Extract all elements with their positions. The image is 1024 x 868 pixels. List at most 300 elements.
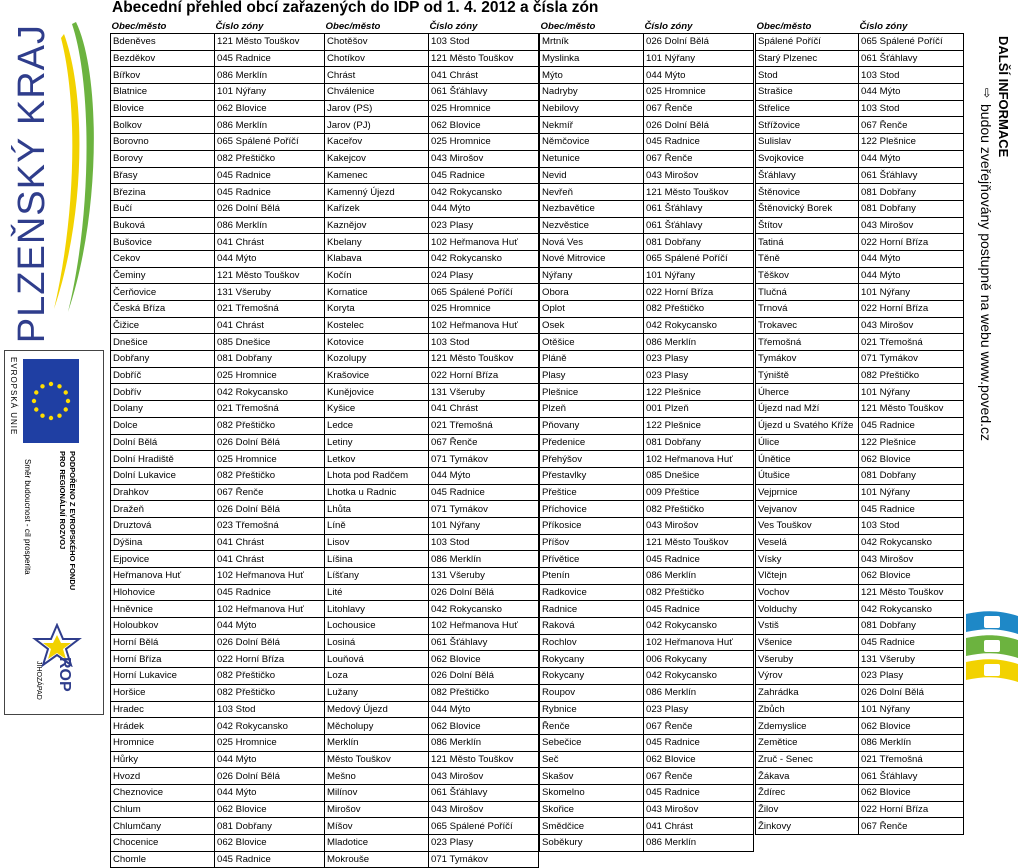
municipality-cell: Mirošov: [325, 801, 429, 818]
zone-cell: 071 Tymákov: [429, 851, 539, 868]
table-row: [540, 484, 754, 501]
eu-star-icon: [64, 390, 68, 394]
zone-cell: 041 Chrást: [429, 67, 539, 84]
table-row: [756, 501, 964, 518]
table-row: [111, 568, 325, 585]
table-row: [540, 651, 754, 668]
zone-cell: 071 Tymákov: [429, 501, 539, 518]
table-row: [111, 584, 325, 601]
zone-cell: 081 Dobřany: [859, 184, 964, 201]
table-row: [325, 484, 539, 501]
zone-cell: 026 Dolní Bělá: [215, 200, 325, 217]
table-row: [325, 701, 539, 718]
municipality-cell: Zruč - Senec: [756, 751, 859, 768]
municipality-cell: Čeminy: [111, 267, 215, 284]
table-row: [756, 818, 964, 835]
table-row: [540, 284, 754, 301]
municipality-cell: Všenice: [756, 634, 859, 651]
table-row: [325, 84, 539, 101]
table-row: [540, 467, 754, 484]
zone-cell: 086 Merklín: [859, 734, 964, 751]
table-row: [756, 401, 964, 418]
zone-cell: 044 Mýto: [429, 200, 539, 217]
zone-cell: 086 Merklín: [215, 117, 325, 134]
table-row: [111, 701, 325, 718]
zone-cell: 065 Spálené Poříčí: [429, 284, 539, 301]
table-row: [756, 250, 964, 267]
municipality-cell: Žilov: [756, 801, 859, 818]
header-zona: Číslo zóny: [429, 21, 478, 32]
zone-cell: 062 Blovice: [859, 718, 964, 735]
table-row: [540, 668, 754, 685]
municipality-cell: Kostelec: [325, 317, 429, 334]
zone-cell: 022 Horní Bříza: [215, 651, 325, 668]
table-row: [325, 718, 539, 735]
table-row: [756, 134, 964, 151]
info-text: budou zveřejňovány postupně na webu www.poved.cz: [978, 104, 994, 441]
table-row: [325, 134, 539, 151]
zone-table-column-1: [110, 20, 325, 868]
municipality-cell: Cheznovice: [111, 784, 215, 801]
zone-cell: 101 Nýřany: [429, 517, 539, 534]
table-row: [756, 467, 964, 484]
zone-cell: 041 Chrást: [215, 534, 325, 551]
municipality-cell: Nýřany: [540, 267, 644, 284]
zone-cell: 024 Plasy: [429, 267, 539, 284]
municipality-cell: Hvozd: [111, 768, 215, 785]
table-row: [756, 84, 964, 101]
municipality-cell: Příkosice: [540, 517, 644, 534]
municipality-cell: Hůrky: [111, 751, 215, 768]
table-row: [756, 668, 964, 685]
zone-cell: 062 Blovice: [429, 651, 539, 668]
table-row: [540, 301, 754, 318]
zone-cell: 062 Blovice: [429, 117, 539, 134]
municipality-cell: Tymákov: [756, 351, 859, 368]
zone-cell: 043 Mirošov: [644, 517, 754, 534]
municipality-cell: Kyšice: [325, 401, 429, 418]
zone-cell: 025 Hromnice: [429, 134, 539, 151]
municipality-cell: Rochlov: [540, 634, 644, 651]
municipality-cell: Čerňovice: [111, 284, 215, 301]
table-row: [111, 851, 325, 868]
table-row: [111, 618, 325, 635]
municipality-cell: Seč: [540, 751, 644, 768]
municipality-cell: Štěnovický Borek: [756, 200, 859, 217]
municipality-cell: Rokycany: [540, 668, 644, 685]
zone-cell: 065 Spálené Poříčí: [859, 34, 964, 51]
municipality-cell: Horní Lukavice: [111, 668, 215, 685]
table-row: [540, 718, 754, 735]
zone-cell: 062 Blovice: [644, 751, 754, 768]
municipality-cell: Žákava: [756, 768, 859, 785]
zone-cell: 121 Město Touškov: [859, 401, 964, 418]
rop-sub: JIHOZÁPAD: [35, 661, 42, 700]
municipality-cell: Kornatice: [325, 284, 429, 301]
municipality-cell: Trokavec: [756, 317, 859, 334]
municipality-cell: Mokrouše: [325, 851, 429, 868]
table-row: [540, 150, 754, 167]
municipality-cell: Újezd u Svatého Kříže: [756, 417, 859, 434]
table-row: [111, 84, 325, 101]
municipality-cell: Pňovany: [540, 417, 644, 434]
zone-cell: 082 Přeštičko: [215, 150, 325, 167]
table-row: [540, 501, 754, 518]
table-row: [325, 417, 539, 434]
table-row: [756, 568, 964, 585]
municipality-cell: Hradec: [111, 701, 215, 718]
municipality-cell: Hlohovice: [111, 584, 215, 601]
municipality-cell: Dobříč: [111, 367, 215, 384]
table-row: [111, 117, 325, 134]
zone-cell: 103 Stod: [859, 67, 964, 84]
municipality-cell: Skašov: [540, 768, 644, 785]
municipality-cell: Nezvěstice: [540, 217, 644, 234]
table-row: [325, 467, 539, 484]
municipality-cell: Česká Bříza: [111, 301, 215, 318]
table-row: [325, 367, 539, 384]
municipality-cell: Klabava: [325, 250, 429, 267]
header-zona: Číslo zóny: [644, 21, 693, 32]
zone-cell: 062 Blovice: [215, 835, 325, 852]
table-row: [540, 768, 754, 785]
table-row: [540, 167, 754, 184]
zone-cell: 041 Chrást: [215, 317, 325, 334]
table-row: [540, 568, 754, 585]
eu-star-icon: [57, 384, 61, 388]
municipality-cell: Dolní Hradiště: [111, 451, 215, 468]
table-row: [540, 117, 754, 134]
zone-cell: 101 Nýřany: [644, 50, 754, 67]
zone-cell: 082 Přeštičko: [644, 301, 754, 318]
eu-flag-icon: [23, 359, 79, 443]
municipality-cell: Bolkov: [111, 117, 215, 134]
municipality-cell: Horní Bělá: [111, 634, 215, 651]
municipality-cell: Ves Touškov: [756, 517, 859, 534]
zone-cell: 103 Stod: [215, 701, 325, 718]
municipality-cell: Těškov: [756, 267, 859, 284]
zone-cell: 044 Mýto: [215, 751, 325, 768]
table-row: [540, 384, 754, 401]
municipality-cell: Kotovice: [325, 334, 429, 351]
table-row: [325, 284, 539, 301]
table-row: [111, 284, 325, 301]
table-row: [540, 200, 754, 217]
municipality-cell: Únětice: [756, 451, 859, 468]
table-row: [756, 34, 964, 51]
municipality-cell: Dobřív: [111, 384, 215, 401]
table-row: [540, 751, 754, 768]
zone-cell: 081 Dobřany: [859, 618, 964, 635]
zone-cell: 065 Spálené Poříčí: [644, 250, 754, 267]
zone-cell: 023 Plasy: [644, 351, 754, 368]
table-row: [756, 484, 964, 501]
municipality-cell: Krašovice: [325, 367, 429, 384]
zone-cell: 045 Radnice: [859, 417, 964, 434]
zone-cell: 102 Heřmanova Huť: [429, 618, 539, 635]
zone-cell: 043 Mirošov: [859, 217, 964, 234]
zone-cell: 103 Stod: [429, 534, 539, 551]
municipality-cell: Dolní Lukavice: [111, 467, 215, 484]
table-row: [325, 768, 539, 785]
zone-cell: 082 Přeštičko: [215, 417, 325, 434]
table-row: [540, 50, 754, 67]
zone-cell: 042 Rokycansko: [644, 317, 754, 334]
table-row: [756, 768, 964, 785]
municipality-cell: Město Touškov: [325, 751, 429, 768]
table-row: [325, 250, 539, 267]
municipality-cell: Tlučná: [756, 284, 859, 301]
municipality-cell: Tatiná: [756, 234, 859, 251]
zone-cell: 041 Chrást: [429, 401, 539, 418]
table-row: [111, 351, 325, 368]
zone-cell: 062 Blovice: [859, 784, 964, 801]
municipality-cell: Letiny: [325, 434, 429, 451]
table-row: [756, 50, 964, 67]
municipality-cell: Buková: [111, 217, 215, 234]
table-row: [540, 517, 754, 534]
municipality-cell: Druztová: [111, 517, 215, 534]
zone-cell: 025 Hromnice: [215, 451, 325, 468]
table-row: [756, 184, 964, 201]
municipality-cell: Lhůta: [325, 501, 429, 518]
logo-text: PLZEŇSKÝ KRAJ: [11, 24, 53, 344]
zone-cell: 023 Plasy: [429, 217, 539, 234]
table-row: [756, 618, 964, 635]
municipality-cell: Milínov: [325, 784, 429, 801]
table-row: [111, 367, 325, 384]
eu-star-icon: [32, 399, 36, 403]
zone-cell: 061 Šťáhlavy: [644, 217, 754, 234]
zone-cell: 102 Heřmanova Huť: [644, 451, 754, 468]
zone-cell: 121 Město Touškov: [429, 751, 539, 768]
municipality-cell: Mladotice: [325, 835, 429, 852]
zone-cell: 067 Řenče: [644, 150, 754, 167]
municipality-cell: Dobřany: [111, 351, 215, 368]
rop-logo: [31, 623, 83, 703]
table-row: [111, 34, 325, 51]
municipality-cell: Hněvnice: [111, 601, 215, 618]
table-row: [111, 334, 325, 351]
municipality-cell: Líšťany: [325, 568, 429, 585]
zone-cell: 101 Nýřany: [859, 701, 964, 718]
municipality-cell: Dýšina: [111, 534, 215, 551]
zone-cell: 045 Radnice: [859, 501, 964, 518]
municipality-cell: Nadryby: [540, 84, 644, 101]
municipality-cell: Osek: [540, 317, 644, 334]
table-row: [540, 34, 754, 51]
eu-label: EVROPSKÁ UNIE: [9, 357, 18, 436]
table-row: [756, 651, 964, 668]
table-row: [325, 851, 539, 868]
municipality-cell: Louňová: [325, 651, 429, 668]
municipality-cell: Vísky: [756, 551, 859, 568]
zone-cell: 042 Rokycansko: [644, 668, 754, 685]
zone-cell: 082 Přeštičko: [215, 684, 325, 701]
table-row: [325, 351, 539, 368]
eu-funding-box: [4, 350, 104, 715]
table-row: [325, 401, 539, 418]
zone-cell: 042 Rokycansko: [215, 384, 325, 401]
zone-cell: 081 Dobřany: [215, 818, 325, 835]
table-row: [540, 634, 754, 651]
table-row: [325, 200, 539, 217]
municipality-cell: Ejpovice: [111, 551, 215, 568]
municipality-cell: Sebečice: [540, 734, 644, 751]
zone-cell: 103 Stod: [429, 34, 539, 51]
table-row: [540, 217, 754, 234]
table-row: [325, 50, 539, 67]
header-zona: Číslo zóny: [215, 21, 264, 32]
zone-cell: 044 Mýto: [859, 267, 964, 284]
municipality-cell: Nové Mitrovice: [540, 250, 644, 267]
municipality-cell: Starý Plzenec: [756, 50, 859, 67]
zone-cell: 042 Rokycansko: [215, 718, 325, 735]
zone-cell: 101 Nýřany: [859, 484, 964, 501]
eu-slogan: Směr budoucnost - cíl prosperita: [23, 459, 32, 575]
transport-modes-icon: [964, 610, 1020, 690]
municipality-cell: Šťáhlavy: [756, 167, 859, 184]
zone-cell: 085 Dnešice: [215, 334, 325, 351]
municipality-cell: Raková: [540, 618, 644, 635]
zone-cell: 026 Dolní Bělá: [215, 501, 325, 518]
zone-cell: 067 Řenče: [429, 434, 539, 451]
table-row: [325, 618, 539, 635]
eu-star-icon: [34, 407, 38, 411]
table-row: [111, 551, 325, 568]
table-row: [756, 784, 964, 801]
table-row: [540, 317, 754, 334]
municipality-cell: Chrást: [325, 67, 429, 84]
zone-cell: 043 Mirošov: [859, 551, 964, 568]
table-row: [756, 551, 964, 568]
zone-cell: 122 Plešnice: [644, 417, 754, 434]
municipality-cell: Žinkovy: [756, 818, 859, 835]
left-branding-panel: [0, 0, 106, 717]
zone-cell: 102 Heřmanova Huť: [429, 317, 539, 334]
municipality-cell: Měcholupy: [325, 718, 429, 735]
zone-cell: 023 Plasy: [644, 701, 754, 718]
zone-cell: 081 Dobřany: [644, 434, 754, 451]
municipality-cell: Horšice: [111, 684, 215, 701]
municipality-cell: Bučí: [111, 200, 215, 217]
municipality-cell: Sulislav: [756, 134, 859, 151]
municipality-cell: Lochousice: [325, 618, 429, 635]
table-row: [111, 267, 325, 284]
zone-cell: 026 Dolní Bělá: [215, 768, 325, 785]
table-row: [111, 67, 325, 84]
municipality-cell: Otěšice: [540, 334, 644, 351]
municipality-cell: Nebilovy: [540, 100, 644, 117]
zone-cell: 101 Nýřany: [859, 384, 964, 401]
zone-cell: 043 Mirošov: [429, 150, 539, 167]
table-row: [111, 668, 325, 685]
municipality-cell: Nevid: [540, 167, 644, 184]
table-row: [111, 601, 325, 618]
municipality-cell: Míšov: [325, 818, 429, 835]
table-row: [756, 701, 964, 718]
table-row: [756, 718, 964, 735]
table-row: [325, 684, 539, 701]
zone-cell: 131 Všeruby: [859, 651, 964, 668]
municipality-cell: Loza: [325, 668, 429, 685]
table-row: [325, 234, 539, 251]
zone-cell: 121 Město Touškov: [644, 534, 754, 551]
zone-cell: 071 Tymákov: [429, 451, 539, 468]
zone-cell: 042 Rokycansko: [429, 250, 539, 267]
municipality-cell: Bušovice: [111, 234, 215, 251]
municipality-cell: Hromnice: [111, 734, 215, 751]
table-row: [325, 801, 539, 818]
zone-cell: 045 Radnice: [644, 551, 754, 568]
municipality-cell: Letkov: [325, 451, 429, 468]
zone-table-column-2: [324, 20, 539, 868]
zone-cell: 122 Plešnice: [644, 384, 754, 401]
municipality-cell: Kakejcov: [325, 150, 429, 167]
zone-cell: 102 Heřmanova Huť: [644, 634, 754, 651]
table-row: [325, 835, 539, 852]
municipality-cell: Smědčice: [540, 818, 644, 835]
eu-star-icon: [66, 399, 70, 403]
table-row: [756, 234, 964, 251]
municipality-cell: Předenice: [540, 434, 644, 451]
zone-cell: 022 Horní Bříza: [859, 801, 964, 818]
table-row: [540, 367, 754, 384]
table-row: [540, 250, 754, 267]
table-row: [111, 818, 325, 835]
table-row: [325, 451, 539, 468]
zone-cell: 045 Radnice: [644, 134, 754, 151]
municipality-cell: Střelice: [756, 100, 859, 117]
municipality-cell: Hrádek: [111, 718, 215, 735]
zone-cell: 045 Radnice: [215, 50, 325, 67]
municipality-cell: Mrtník: [540, 34, 644, 51]
municipality-cell: Vstiš: [756, 618, 859, 635]
info-title: DALŠÍ INFORMACE: [996, 36, 1011, 158]
zone-cell: 025 Hromnice: [215, 734, 325, 751]
eu-star-icon: [34, 390, 38, 394]
zone-cell: 021 Třemošná: [859, 334, 964, 351]
zone-cell: 044 Mýto: [429, 467, 539, 484]
zone-cell: 062 Blovice: [429, 718, 539, 735]
municipality-cell: Plzeň: [540, 401, 644, 418]
municipality-cell: Bířkov: [111, 67, 215, 84]
table-row: [756, 100, 964, 117]
municipality-cell: Kočín: [325, 267, 429, 284]
municipality-cell: Drahkov: [111, 484, 215, 501]
table-row: [325, 584, 539, 601]
table-row: [540, 818, 754, 835]
table-row: [111, 634, 325, 651]
municipality-cell: Přestavlky: [540, 467, 644, 484]
municipality-cell: Koryta: [325, 301, 429, 318]
table-row: [540, 84, 754, 101]
municipality-cell: Čižice: [111, 317, 215, 334]
zone-cell: 082 Přeštičko: [215, 467, 325, 484]
zone-cell: 001 Plzeň: [644, 401, 754, 418]
zone-cell: 045 Radnice: [644, 734, 754, 751]
municipality-cell: Ptenín: [540, 568, 644, 585]
table-row: [111, 768, 325, 785]
zone-cell: 062 Blovice: [215, 100, 325, 117]
eu-star-icon: [40, 414, 44, 418]
municipality-cell: Ledce: [325, 417, 429, 434]
municipality-cell: Bdeněves: [111, 34, 215, 51]
municipality-cell: Obora: [540, 284, 644, 301]
municipality-cell: Zahrádka: [756, 684, 859, 701]
municipality-cell: Všeruby: [756, 651, 859, 668]
zone-cell: 045 Radnice: [644, 784, 754, 801]
